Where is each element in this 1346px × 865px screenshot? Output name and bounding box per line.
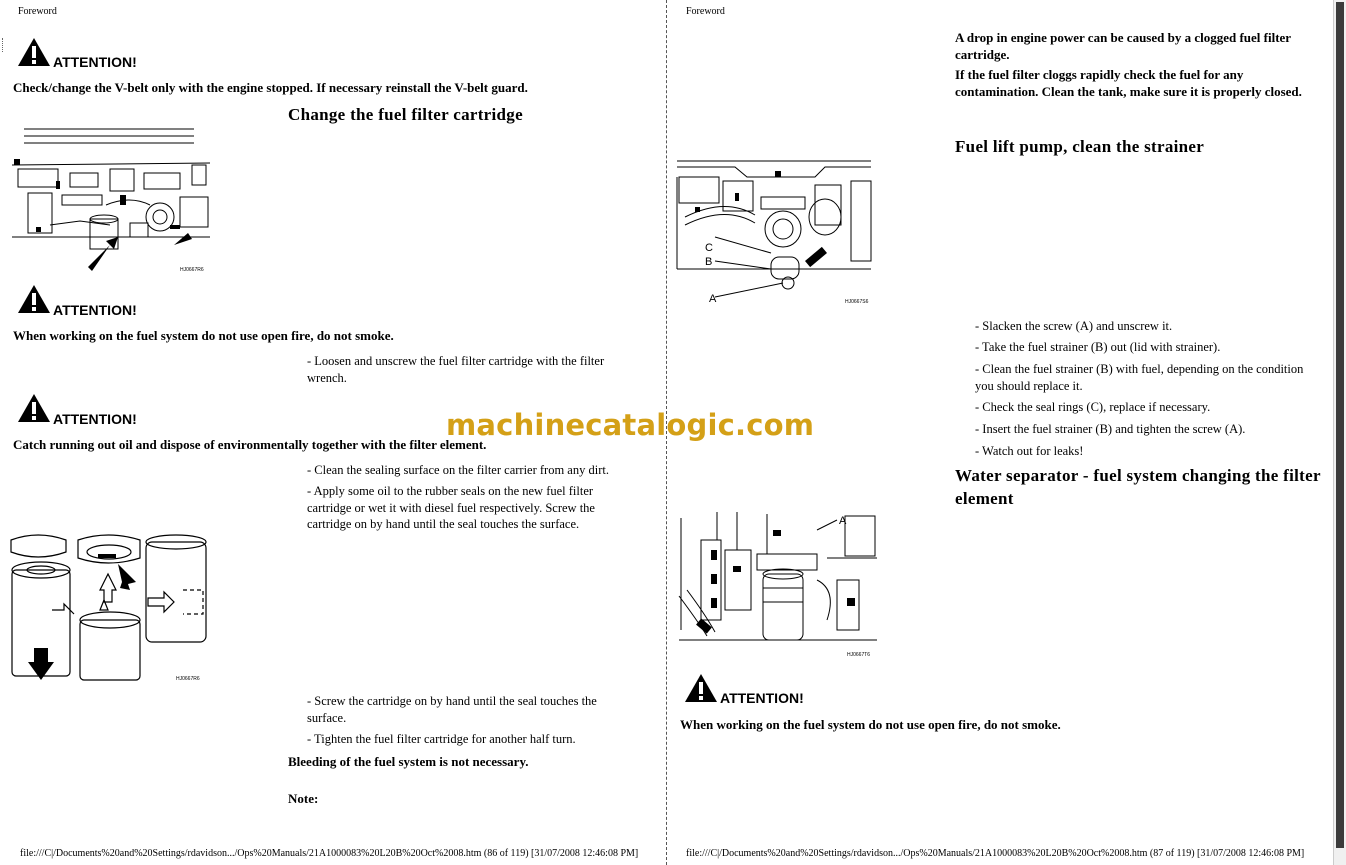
instruction-step: - Apply some oil to the rubber seals on the new fuel filter cartridge or wet it with diesel fuel respectively. Screw the cartridge on by hand until the seal touches the surface. — [307, 484, 595, 531]
right-page-header: Foreword — [686, 6, 725, 17]
bleeding-note: Bleeding of the fuel system is not necessary. — [288, 754, 529, 769]
instruction-step: - Screw the cartridge on by hand until the seal touches the surface. — [307, 694, 597, 725]
callout-label: C — [705, 242, 713, 254]
figure-code: HJ0667T6 — [847, 652, 871, 658]
note-label: Note: — [288, 791, 319, 806]
attention-label: ATTENTION! — [53, 54, 137, 70]
callout-label: B — [705, 256, 713, 268]
instruction-step: - Slacken the screw (A) and unscrew it. — [975, 319, 1173, 333]
figure-code: HJ0667R6 — [176, 676, 200, 682]
figure-code: HJ0667R6 — [180, 267, 204, 273]
instruction-step: - Take the fuel strainer (B) out (lid with strainer). — [975, 340, 1221, 354]
attention-text: When working on the fuel system do not use open fire, do not smoke. — [13, 328, 394, 343]
section-heading: Fuel lift pump, clean the strainer — [955, 137, 1205, 156]
page-footer-url: file:///C|/Documents%20and%20Settings/rdavidson.../Ops%20Manuals/21A1000083%20L20B%20Oct%2008.htm (86 of 119) [31/07/2008 12:46:08 PM] — [20, 848, 639, 859]
filter-cartridge-figure — [8, 530, 213, 685]
instruction-step: - Watch out for leaks! — [975, 444, 1084, 458]
instruction-step: - Clean the sealing surface on the filter carrier from any dirt. — [307, 463, 609, 477]
section-heading: Water separator - fuel system changing the filter element — [955, 466, 1321, 508]
attention-text: Catch running out oil and dispose of environmentally together with the filter element. — [13, 437, 487, 452]
attention-label: ATTENTION! — [53, 302, 137, 318]
margin-mark — [2, 38, 8, 52]
instruction-step: - Check the seal rings (C), replace if necessary. — [975, 400, 1211, 414]
attention-label: ATTENTION! — [720, 690, 804, 706]
watermark: machinecatalogic.com — [446, 408, 815, 442]
instruction-step: - Insert the fuel strainer (B) and tighten the screw (A). — [975, 422, 1246, 436]
attention-label: ATTENTION! — [53, 411, 137, 427]
figure-code: HJ0667S6 — [845, 299, 869, 305]
instruction-step: - Loosen and unscrew the fuel filter cartridge with the filter wrench. — [307, 354, 605, 385]
warning-triangle-icon — [17, 393, 51, 423]
attention-text: When working on the fuel system do not use open fire, do not smoke. — [680, 717, 1061, 732]
instruction-step: - Tighten the fuel filter cartridge for another half turn. — [307, 732, 576, 746]
page-footer-url: file:///C|/Documents%20and%20Settings/rdavidson.../Ops%20Manuals/21A1000083%20L20B%20Oct%2008.htm (87 of 119) [31/07/2008 12:46:08 PM] — [686, 848, 1305, 859]
water-separator-figure — [677, 510, 882, 660]
vertical-scrollbar[interactable] — [1333, 0, 1346, 865]
instruction-step: - Clean the fuel strainer (B) with fuel, depending on the condition you should replace it. — [975, 362, 1304, 393]
fuel-lift-pump-figure — [675, 157, 875, 307]
intro-text: If the fuel filter cloggs rapidly check the fuel for any contamination. Clean the tank, make sure it is properly closed. — [955, 67, 1302, 99]
callout-label: A — [839, 515, 847, 527]
warning-triangle-icon — [17, 37, 51, 67]
warning-triangle-icon — [17, 284, 51, 314]
attention-text: Check/change the V-belt only with the engine stopped. If necessary reinstall the V-belt guard. — [13, 80, 528, 95]
left-page-header: Foreword — [18, 6, 57, 17]
engine-filter-figure — [10, 125, 215, 275]
scrollbar-thumb[interactable] — [1336, 2, 1344, 848]
callout-label: A — [709, 293, 717, 305]
section-heading: Change the fuel filter cartridge — [288, 105, 523, 124]
warning-triangle-icon — [684, 673, 718, 703]
intro-text: A drop in engine power can be caused by a clogged fuel filter cartridge. — [955, 30, 1291, 62]
